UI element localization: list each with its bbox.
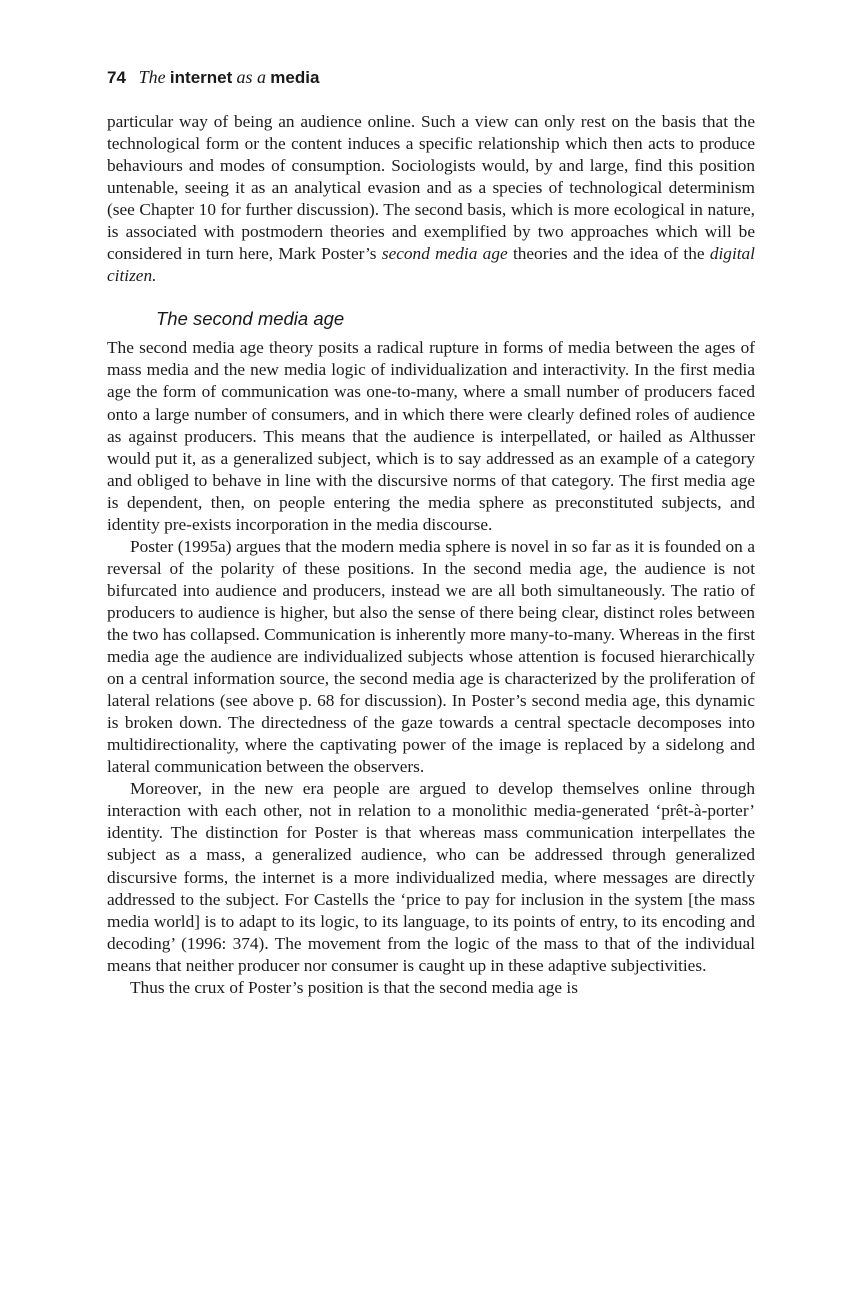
paragraph: Moreover, in the new era people are argued to develop themselves online through interaction with each other, not in relation to a monolithic media-generated ‘prêt-à-porter’ identity. The distinction for Poster is that whereas mass communication interpellates the subject as a mass, a generalized audience, who can be addressed through generalized discursive forms, the internet is a more individualized media, where messages are directly addressed to the subject. For Castells the ‘price to pay for inclusion in the system [the mass media world] is to adapt to its logic, to its language, to its points of entry, to its encoding and decoding’ (1996: 374). The movement from the logic of the mass to that of the individual means that neither producer nor consumer is caught up in these adaptive subjectivities. bbox=[107, 779, 755, 975]
running-head-the: The bbox=[138, 67, 166, 87]
running-head-media: media bbox=[270, 68, 320, 87]
intro-text-1: particular way of being an audience online. Such a view can only rest on the basis that the technological form or the content induces a specific relationship which then acts to produce behaviours and modes of consumption. Sociologists would, by and large, find this position untenable, seeing it as an analytical evasion and as a species of technological determinism (see Chapter 10 for further discussion). The second basis, which is more ecological in nature, is associated with postmodern theories and exemplified by two approaches which will be considered in turn here, Mark Poster’s bbox=[107, 112, 755, 264]
intro-paragraph bbox=[107, 111, 755, 287]
intro-emphasis-2: digital citizen. bbox=[107, 244, 755, 286]
intro-text-2: theories and the idea of the bbox=[507, 244, 710, 264]
paragraph: The second media age theory posits a radical rupture in forms of media between the ages of mass media and the new media logic of individualization and interactivity. In the first media age the form of communication was one-to-many, where a small number of producers faced onto a large number of consumers, and in which there were clearly defined roles of audience as against producers. This means that the audience is interpellated, or hailed as Althusser would put it, as a generalized subject, which is to say addressed as an example of a category and obliged to behave in line with the discursive norms of that category. The first media age is dependent, then, on people entering the media sphere as preconstituted subjects, and identity pre-exists incorporation in the media discourse. bbox=[107, 338, 755, 534]
section-heading: The second media age bbox=[156, 308, 345, 330]
page-number: 74 bbox=[107, 68, 126, 87]
running-head bbox=[107, 66, 319, 89]
paragraph: Poster (1995a) argues that the modern media sphere is novel in so far as it is founded on a reversal of the polarity of these positions. In the second media age, the audience is not bifurcated into audience and producers, instead we are all both simultaneously. The ratio of producers to audience is higher, but also the sense of there being clear, distinct roles between the two has collapsed. Communication is inherently more many-to-many. Whereas in the first media age the audience are individualized subjects whose attention is focused hierarchically on a central information source, the second media age is characterized by the proliferation of lateral relations (see above p. 68 for discussion). In Poster’s second media age, this dynamic is broken down. The directedness of the gaze towards a central spectacle decomposes into multidirectionality, where the captivating power of the image is replaced by a sidelong and lateral communication between the observers. bbox=[107, 536, 755, 777]
body-text bbox=[107, 111, 755, 999]
paragraph: Thus the crux of Poster’s position is that the second media age is bbox=[130, 977, 578, 997]
intro-emphasis-1: second media age bbox=[381, 244, 508, 264]
running-head-internet: internet bbox=[169, 68, 233, 87]
running-head-as-a: as a bbox=[236, 67, 267, 87]
